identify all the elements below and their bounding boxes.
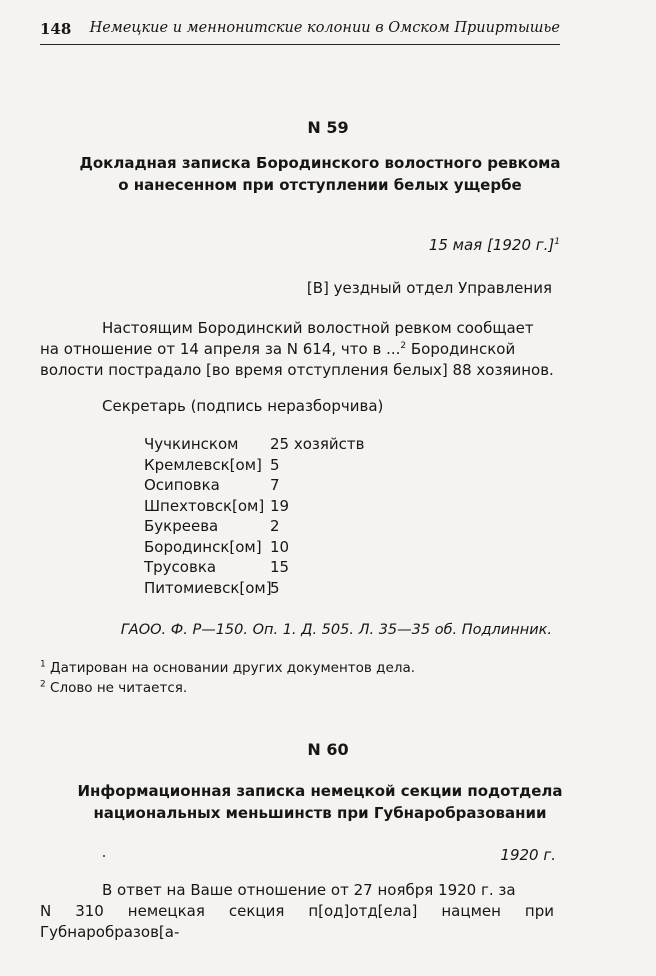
table-row — [144, 516, 364, 537]
village-count: 2 — [270, 517, 280, 535]
village-count: 19 — [270, 496, 290, 515]
footnote-1 — [40, 660, 415, 676]
doc60-date: 1920 г. — [500, 846, 556, 864]
doc60-body-line2: N 310 немецкая секция п[од]отд[ела] нацмен при Губнаробразов[а- — [40, 902, 554, 941]
village-count: 5 — [270, 455, 280, 474]
doc59-body-line2-pre: на отношение от 14 апреля за N 614, что в ... — [40, 340, 401, 358]
footnote-ref-2: 2 — [400, 341, 407, 351]
table-row — [144, 475, 364, 496]
village-name: Букреева — [144, 517, 219, 535]
footnote-mark: 2 — [40, 679, 46, 690]
villages-table — [144, 434, 364, 598]
village-name: Шпехтовск[ом] — [144, 496, 265, 515]
doc60-title-line2: национальных меньшинств при Губнаробразовании — [93, 804, 547, 822]
footnote-2 — [40, 680, 187, 696]
table-row — [144, 578, 364, 599]
table-row — [144, 537, 364, 558]
village-count: 25 хозяйств — [270, 435, 365, 453]
doc59-title-line2: о нанесенном при отступлении белых ущербе — [118, 176, 522, 194]
table-row — [144, 496, 364, 517]
doc59-body-line1: Настоящим Бородинский волостной ревком сообщает — [102, 319, 534, 337]
running-title: Немецкие и меннонитские колонии в Омском Прииртышье — [89, 20, 560, 36]
doc59-body-line2 — [40, 339, 554, 360]
table-row — [144, 434, 364, 455]
doc59-date — [429, 236, 560, 254]
doc59-title-line1: Докладная записка Бородинского волостного ревкома — [79, 154, 561, 172]
doc59-body — [40, 318, 554, 381]
doc60-number: N 60 — [307, 740, 349, 759]
village-name: Чучкинском — [144, 435, 239, 453]
table-row — [144, 455, 364, 476]
doc60-title-line1: Информационная записка немецкой секции подотдела — [77, 782, 563, 800]
village-count: 15 — [270, 558, 290, 576]
doc59-body-line3: волости пострадало [во время отступления белых] 88 хозяинов. — [40, 361, 554, 379]
village-count: 5 — [270, 578, 280, 597]
doc59-signature: Секретарь (подпись неразборчива) — [102, 397, 384, 415]
village-name: Бородинск[ом] — [144, 537, 262, 556]
footnote-ref-1: 1 — [554, 237, 560, 247]
table-row — [144, 557, 364, 578]
page-number: 148 — [40, 20, 72, 38]
village-name: Осиповка — [144, 476, 220, 494]
archive-source: ГАОО. Ф. Р—150. Оп. 1. Д. 505. Л. 35—35 об. Подлинник. — [120, 622, 552, 638]
village-count: 10 — [270, 537, 290, 556]
footnote-text: Слово не читается. — [50, 680, 188, 696]
doc60-body — [40, 880, 554, 943]
doc59-addressee: [В] уездный отдел Управления — [306, 279, 552, 297]
doc59-body-line2-post: Бородинской — [406, 340, 516, 358]
doc60-title — [30, 780, 610, 824]
doc60-body-line1: В ответ на Ваше отношение от 27 ноября 1920 г. за — [102, 881, 516, 899]
doc59-number: N 59 — [307, 118, 349, 137]
footnote-mark: 1 — [40, 659, 46, 670]
village-name: Кремлевск[ом] — [144, 455, 262, 474]
doc59-date-text: 15 мая [1920 г.] — [428, 236, 555, 254]
speck — [103, 855, 105, 857]
village-name: Трусовка — [144, 558, 217, 576]
running-header — [40, 14, 560, 45]
village-name: Питомиевск[ом] — [144, 578, 272, 597]
footnote-text: Датирован на основании других документов дела. — [50, 660, 416, 676]
village-count: 7 — [270, 476, 280, 494]
doc59-title — [30, 152, 610, 196]
